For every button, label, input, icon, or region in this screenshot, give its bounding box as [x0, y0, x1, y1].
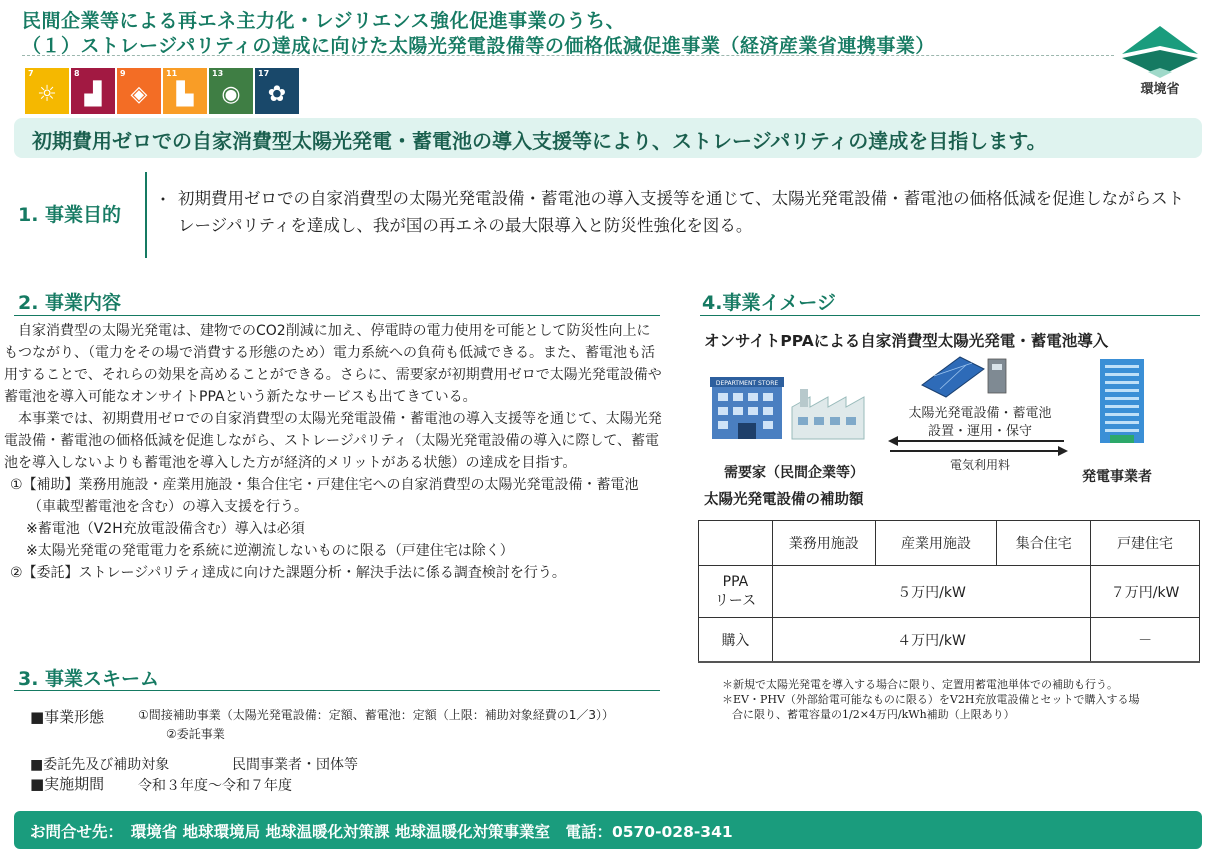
scheme-period-value: 令和３年度～令和７年度: [138, 778, 292, 794]
footnote-3: 合に限り、蓄電容量の1/2×4万円/kWh補助（上限あり）: [732, 708, 1015, 721]
image-heading-rule: [700, 315, 1200, 316]
title-divider: [22, 55, 1114, 56]
table-header-blank: [699, 521, 773, 566]
table-cell-purchase-house: －: [1091, 618, 1200, 663]
department-store-icon: [710, 377, 784, 439]
table-header-industrial: 産業用施設: [875, 521, 997, 566]
subsidy-table: [698, 520, 1200, 663]
content-note-2: ※太陽光発電の発電電力を系統に逆潮流しないものに限る（戸建住宅は除く）: [26, 543, 514, 559]
content-body: [4, 320, 662, 584]
partnership-flower-icon: ✿: [267, 82, 287, 107]
content-note-1: ※蓄電池（V2H充放電設備含む）導入は必須: [26, 521, 305, 537]
subsidy-table-title: 太陽光発電設備の補助額: [704, 492, 864, 508]
sun-icon: ☼: [37, 82, 57, 107]
payment-arrow-icon: [890, 446, 1068, 456]
sdg-goal-17: [255, 68, 299, 114]
content-item-1: ①【補助】業務用施設・産業用施設・集合住宅・戸建住宅への自家消費型の太陽光発電設備・蓄電池（車載型蓄電池を含む）の導入支援を行う。: [10, 477, 639, 515]
title-line-2: （１）ストレージパリティの達成に向けた太陽光発電設備等の価格低減促進事業（経済産業省連携事業）: [22, 35, 935, 57]
footnote-2: ＊EV・PHV（外部給電可能なものに限る）をV2H充放電設備とセットで購入する場: [722, 693, 1140, 706]
generator-label: 発電事業者: [1082, 469, 1152, 485]
purpose-text: 初期費用ゼロでの自家消費型の太陽光発電設備・蓄電池の導入支援等を通じて、太陽光発電設備・蓄電池の価格低減を促進しながらストレージパリティを達成し、我が国の再エネの最大限導入と防災性強化を図る。: [178, 189, 1185, 235]
table-row-ppa-label-2: リース: [714, 592, 757, 609]
title-line-1: 民間企業等による再エネ主力化・レジリエンス強化促進事業のうち、: [22, 10, 626, 32]
cubes-icon: ◈: [130, 82, 148, 107]
table-cell-purchase-shared: ４万円/kW: [772, 618, 1090, 663]
contact-bar: [14, 811, 1202, 849]
factory-icon: [792, 389, 864, 439]
eye-earth-icon: ◉: [221, 82, 241, 107]
sdgs-icons: [25, 68, 299, 114]
table-row-purchase-label: 購入: [699, 618, 773, 663]
purpose-heading: 1. 事業目的: [18, 204, 122, 226]
image-heading: 4.事業イメージ: [702, 292, 836, 314]
contact-text: お問合せ先： 環境省 地球環境局 地球温暖化対策課 地球温暖化対策事業室 電話：0570-028-341: [30, 823, 733, 841]
purpose-divider: [145, 172, 147, 258]
scheme-period-label: ■実施期間: [30, 775, 105, 793]
image-subtitle: オンサイトPPAによる自家消費型太陽光発電・蓄電池導入: [704, 332, 1109, 350]
sdg-goal-11: [163, 68, 207, 114]
ministry-logo-text: 環境省: [1140, 82, 1180, 97]
battery-icon: [988, 359, 1006, 393]
sdg-goal-8: [71, 68, 115, 114]
sdg-goal-9: [117, 68, 161, 114]
summary-banner: [14, 118, 1202, 158]
sdg-goal-number: 8: [74, 69, 80, 78]
scheme-target-label: ■委託先及び補助対象: [30, 757, 170, 773]
solar-panel-icon: [922, 357, 984, 397]
table-cell-ppa-house: ７万円/kW: [1091, 566, 1200, 618]
table-header-house: 戸建住宅: [1091, 521, 1200, 566]
summary-banner-text: 初期費用ゼロでの自家消費型太陽光発電・蓄電池の導入支援等により、ストレージパリティの達成を目指します。: [32, 129, 1047, 153]
arrow-top-label-1: 太陽光発電設備・蓄電池: [908, 406, 1052, 421]
content-heading: 2. 事業内容: [18, 292, 122, 314]
sdg-goal-number: 7: [28, 69, 34, 78]
sdg-goal-number: 17: [258, 69, 270, 78]
table-header-commercial: 業務用施設: [772, 521, 875, 566]
sdg-goal-number: 13: [212, 69, 224, 78]
arrow-top-label-2: 設置・運用・保守: [927, 424, 1032, 439]
table-row-ppa-label-1: PPA: [722, 573, 749, 590]
purpose-bullet: ・: [155, 190, 172, 209]
city-icon: ▙: [176, 82, 194, 107]
scheme-heading: 3. 事業スキーム: [18, 668, 160, 690]
content-paragraph-2: 本事業では、初期費用ゼロでの自家消費型の太陽光発電設備・蓄電池の導入支援等を通じて、太陽光発電設備・蓄電池の価格低減を促進しながら、ストレージパリティ（太陽光発電設備の導入に際して、蓄電池を導入しないよりも蓄電池を導入した方が経済的メリットがある状態）の達成を目指す。: [4, 411, 662, 471]
sdg-goal-7: [25, 68, 69, 114]
sdg-goal-13: [209, 68, 253, 114]
scheme-form-label: ■事業形態: [30, 708, 105, 726]
sdg-goal-number: 9: [120, 69, 126, 78]
arrow-bottom-label: 電気利用料: [949, 458, 1010, 472]
content-heading-rule: [14, 315, 660, 316]
footnote-1: ＊新規で太陽光発電を導入する場合に限り、定置用蓄電池単体での補助も行う。: [722, 678, 1118, 691]
customer-label: 需要家（民間企業等）: [724, 465, 864, 481]
table-cell-ppa-shared: ５万円/kW: [772, 566, 1090, 618]
table-row-ppa-label: [699, 566, 773, 618]
scheme-form-value-2: ②委託事業: [166, 727, 225, 741]
scheme-target-value: 民間事業者・団体等: [232, 757, 358, 773]
scheme-form-value-1: ①間接補助事業（太陽光発電設備：定額、蓄電池：定額（上限：補助対象経費の1／3））: [138, 708, 615, 722]
office-tower-icon: [1100, 359, 1144, 443]
content-item-2: ②【委託】ストレージパリティ達成に向けた課題分析・解決手法に係る調査検討を行う。: [10, 565, 566, 581]
content-paragraph-1: 自家消費型の太陽光発電は、建物でのCO2削減に加え、停電時の電力使用を可能として防災性向上にもつながり、（電力をその場で消費する形態のため）電力系統への負荷も低減できる。また、蓄電池も活用することで、それらの効果を高めることができる。さらに、需要家が初期費用ゼロで太陽光発電設備や蓄電池を導入可能なオンサイトPPAという新たなサービスも出てきている。: [4, 323, 662, 405]
growth-chart-icon: ▟: [84, 82, 102, 107]
store-sign-text: DEPARTMENT STORE: [715, 380, 779, 387]
sdg-goal-number: 11: [166, 69, 178, 78]
table-header-apartment: 集合住宅: [997, 521, 1091, 566]
scheme-heading-rule: [14, 690, 660, 691]
table-bottom-rule: [698, 661, 1200, 663]
